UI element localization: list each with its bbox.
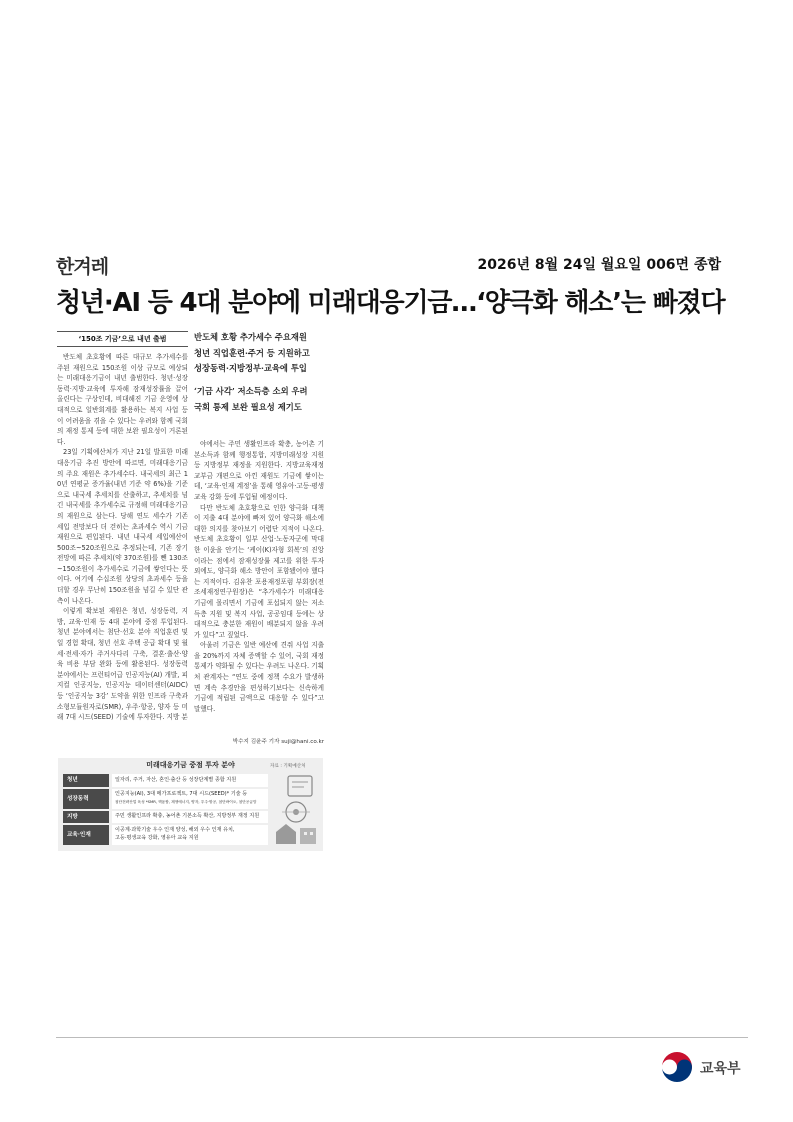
body-column-2 <box>194 439 324 714</box>
paragraph: 다만 반도체 초호황으로 인한 양극화 대책이 지출 4대 분야에 빠져 있어 양극화 해소에 대한 의지를 찾아보기 어렵단 지적이 나온다. 반도체 초호황이 일부 산업·노동자군에 막대한 이윤을 안기는 ‘케이(K)자형 회복’의 진앙이라는 점에서 잠재성장률 제고를 위한 투자 외에도, 양극화 해소 방안이 포함됐어야 했다는 지적이다. 김유찬 포용재정포럼 부회장(전 조세재정연구원장)은 “추가세수가 미래대응기금에 몰리면서 기금에 포섭되지 않는 저소득층 지원 및 복지 사업, 공공임대 등에는 상대적으로 충분한 재원이 배분되지 않을 우려가 있다”고 짚었다. <box>194 503 324 639</box>
footer-divider <box>56 1037 748 1038</box>
body-column-1 <box>57 352 188 723</box>
row-text: 일자리, 주거, 자산, 혼인·출산 등 성장단계별 종합 지원 <box>112 774 268 787</box>
subheadline: 국회 통제 보완 필요성 제기도 <box>194 401 302 412</box>
newspaper-logo: 한겨레 <box>56 256 109 278</box>
dateline: 2026년 8월 24일 월요일 006면 종합 <box>477 257 721 273</box>
paragraph: 이렇게 확보된 재원은 청년, 성장동력, 지방, 교육·인재 등 4대 분야에 중점 투입된다. 청년 분야에서는 첨단·선호 분야 직업훈련 및 일 경험 확대, 청년 선호 주택 공급 확대 및 월세·전세·자가 주거사다리 구축, 결혼·출산·양육 비용 부담 완화 등에 활용된다. 성장동력 분야에서는 프런티어급 인공지능(AI) 개발, 피지컬 인공지능, 인공지능 데이터센터(AIDC) 등 ‘인공지능 3강’ 도약을 위한 인프라 구축과 소형모듈원자로(SMR), 우주·항공, 양자 등 미래 7대 시드(SEED) 기술에 투자한다. 지방 분 <box>57 607 188 722</box>
infobox-illustration-icon <box>272 774 320 848</box>
row-label: 지방 <box>63 811 109 823</box>
subheadline-group-2 <box>194 384 308 415</box>
row-label: 청년 <box>63 774 109 787</box>
row-label: 성장동력 <box>63 789 109 809</box>
byline: 박수지 김윤주 기자 suji@hani.co.kr <box>232 739 324 745</box>
subheadline-group-1 <box>194 330 310 377</box>
infobox-row-growth <box>63 789 268 809</box>
paragraph: 23일 기획예산처가 지난 21일 발표한 미래대응기금 추진 방안에 따르면, 미래대응기금의 주요 재원은 추가세수다. 내국세의 최근 10년 연평균 증가율(내년 기준 약 6%)을 기준으로 내국세 추세치를 산출하고, 추세치를 넘긴 내국세를 추가세수로 규정해 미래대응기금의 재원으로 삼는다. 당해 연도 세수가 기존 세입 전망보다 더 걷히는 초과세수 역시 기금 재원으로 편입된다. 내년 내국세 세입예산이 500조~520조원으로 추정되는데, 기존 장기 전망에 따른 추세치(약 370조원)를 뺀 130조~150조원이 추가세수로 기금에 쌓인다는 뜻이다. 여기에 수십조원 상당의 초과세수 등을 더할 경우 무난히 150조원을 넘길 수 있단 관측이 나온다. <box>57 448 188 605</box>
article-headline: 청년·AI 등 4대 분야에 미래대응기금…‘양극화 해소’는 빠졌다 <box>56 288 725 318</box>
infobox-row-youth <box>63 774 268 787</box>
subheadline: 반도체 호황 추가세수 주요재원 <box>194 332 307 342</box>
infobox-title: 미래대응기금 중점 투자 분야 <box>146 761 235 769</box>
infobox-row-education <box>63 825 268 845</box>
subheadline: ‘기금 사각’ 저소득층 소외 우려 <box>194 386 308 396</box>
subheadline: 성장동력·지방정부·교육에 투입 <box>194 363 307 373</box>
subheadline: 청년 직업훈련·주거 등 지원하고 <box>194 347 310 358</box>
row-text: 인공지능(AI), 3대 메가프로젝트, 7대 시드(SEED)* 기술 등 첨단전략산업 육성 *SMR, 핵융합, 재생에너지, 양자, 우주·항공, 첨단바이오, 첨단공급망 <box>112 789 268 809</box>
ministry-name: 교육부 <box>700 1061 741 1077</box>
row-text: 주민 생활인프라 확충, 농어촌 기본소득 확산, 지방정부 재정 지원 <box>112 811 268 823</box>
infobox-row-local <box>63 811 268 823</box>
paragraph: 아울러 기금은 일반 예산에 견줘 사업 지출을 20%까지 자체 증액할 수 있어, 국회 재정 통제가 약화될 수 있다는 우려도 나온다. 기획처 관계자는 “연도 중에 정책 수요가 발생하면 계속 추경안을 편성하기보다는 신속하게 기금에 적립된 금액으로 대응할 수 있다”고 말했다. <box>194 641 324 713</box>
government-emblem-icon <box>660 1050 694 1084</box>
row-text: 이공계·과학기술 우수 인재 양성, 해외 우수 인재 유치, 고등·평생교육 강화, 영유아 교육 지원 <box>112 825 268 845</box>
infobox-source: 자료 : 기획예산처 <box>270 764 306 769</box>
row-label: 교육·인재 <box>63 825 109 845</box>
box-heading: ‘150조 기금’으로 내년 출범 <box>57 331 188 347</box>
paragraph: 반도체 초호황에 따른 대규모 추가세수를 주된 재원으로 150조원 이상 규모로 예상되는 미래대응기금이 내년 출범한다. 청년·성장동력·지방·교육에 투자해 잠재성장률을 끌어올린다는 구상인데, 비대해진 기금 운영에 상대적으로 일반회계를 활용하는 복지 사업 등이 어려움을 겪을 수 있다는 우려와 함께 국회의 재정 통제 등에 대한 보완 필요성이 거론된다. <box>57 353 188 446</box>
paragraph: 야에서는 주민 생활인프라 확충, 농어촌 기본소득과 함께 행정통합, 지방미래성장 지원 등 지방정부 재정을 지원한다. 지방교육재정교부금 개편으로 아낀 재원도 기금에 쌓이는데, ‘교육·인재 계정’을 통해 영유아·고등·평생교육 강화 등에 투입될 예정이다. <box>194 440 324 501</box>
